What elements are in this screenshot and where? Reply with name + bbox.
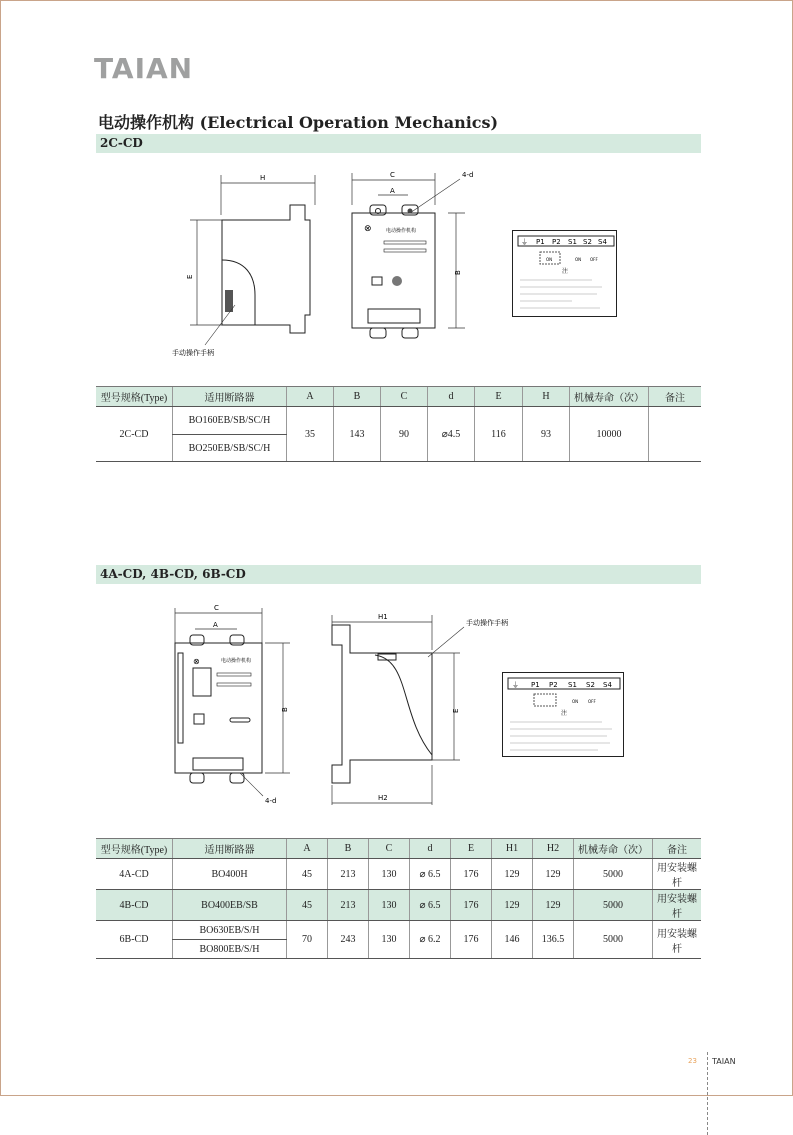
wiring-term-4: S2 — [583, 238, 592, 246]
col-a: A — [287, 839, 328, 859]
cell-h: 93 — [523, 407, 570, 462]
cell-note: 用安装螺杆 — [653, 921, 702, 959]
cell-life: 5000 — [574, 921, 653, 959]
cell-b: 243 — [328, 921, 369, 959]
svg-text:⏚: ⏚ — [521, 238, 528, 246]
col-d: d — [410, 839, 451, 859]
col-c: C — [369, 839, 410, 859]
section-header-4a-cd — [96, 565, 701, 584]
cell-d: ⌀ 6.2 — [410, 921, 451, 959]
wiring-on-2: ON — [575, 257, 582, 262]
svg-text:⊗: ⊗ — [364, 224, 372, 234]
cell-note — [649, 407, 702, 462]
col-h1: H1 — [492, 839, 533, 859]
col-note: 备注 — [653, 839, 702, 859]
wiring-diagram-4a — [502, 672, 625, 758]
dim-e-label: E — [186, 274, 194, 279]
dim-c-label: C — [390, 171, 395, 179]
front-view-drawing-4a — [165, 598, 300, 808]
dim-h2-label: H2 — [378, 794, 388, 802]
wiring-off: OFF — [590, 257, 598, 262]
cell-a: 45 — [287, 859, 328, 890]
spec-table-4a — [96, 838, 701, 959]
dim-e-label: E — [452, 708, 460, 713]
wiring-term-3: S1 — [568, 238, 577, 246]
cell-h1: 129 — [492, 859, 533, 890]
spec-table-2c — [96, 386, 701, 462]
cell-life: 10000 — [570, 407, 649, 462]
col-h: H — [523, 387, 570, 407]
cell-breaker: BO400EB/SB — [173, 890, 287, 921]
cell-type: 4A-CD — [96, 859, 173, 890]
cell-type: 4B-CD — [96, 890, 173, 921]
cell-a: 70 — [287, 921, 328, 959]
cell-breaker: BO160EB/SB/SC/H — [173, 407, 287, 435]
cell-h2: 129 — [533, 890, 574, 921]
cell-breaker: BO800EB/S/H — [173, 940, 287, 959]
page-border-left — [0, 0, 1, 1095]
cell-d: ⌀ 6.5 — [410, 859, 451, 890]
side-view-drawing-2c — [160, 165, 360, 365]
dim-4d-label: 4-d — [462, 171, 474, 179]
panel-label: 电动操作机构 — [221, 658, 252, 664]
col-note: 备注 — [649, 387, 702, 407]
dim-b-label: B — [281, 707, 289, 712]
cell-d: ⌀4.5 — [428, 407, 475, 462]
svg-text:⊗: ⊗ — [193, 657, 200, 666]
cell-note: 用安装螺杆 — [653, 859, 702, 890]
dim-h-label: H — [260, 174, 266, 182]
page-number: 23 — [688, 1057, 697, 1065]
cell-life: 5000 — [574, 859, 653, 890]
cell-type: 2C-CD — [96, 407, 173, 462]
wiring-term-1: P1 — [536, 238, 545, 246]
col-h2: H2 — [533, 839, 574, 859]
handle-label: 手动操作手柄 — [466, 619, 508, 627]
wiring-term-5: S4 — [598, 238, 607, 246]
svg-text:⏚: ⏚ — [512, 681, 519, 689]
manual-handle — [225, 290, 233, 312]
cell-note: 用安装螺杆 — [653, 890, 702, 921]
wiring-on: ON — [546, 257, 553, 262]
cell-breaker: BO630EB/S/H — [173, 921, 287, 940]
wiring-diagram-2c — [512, 230, 618, 320]
section-heading: 4A-CD, 4B-CD, 6B-CD — [100, 567, 246, 581]
col-d: d — [428, 387, 475, 407]
wiring-off: OFF — [588, 699, 596, 704]
col-type: 型号规格(Type) — [96, 839, 173, 859]
col-c: C — [381, 387, 428, 407]
page-border-bottom — [0, 1095, 793, 1096]
wiring-note: 注 — [562, 268, 569, 275]
cell-d: ⌀ 6.5 — [410, 890, 451, 921]
cell-breaker: BO250EB/SB/SC/H — [173, 435, 287, 462]
brand-logo: TAIAN — [94, 52, 194, 85]
wiring-term-4: S2 — [586, 681, 595, 689]
col-life: 机械寿命（次） — [574, 839, 653, 859]
dim-4d-label: 4-d — [265, 797, 277, 805]
cell-c: 130 — [369, 859, 410, 890]
col-b: B — [328, 839, 369, 859]
side-view-drawing-4a — [320, 605, 520, 815]
dim-c-label: C — [214, 604, 219, 612]
wiring-term-2: P2 — [552, 238, 561, 246]
cell-a: 35 — [287, 407, 334, 462]
cell-b: 143 — [334, 407, 381, 462]
wiring-term-3: S1 — [568, 681, 577, 689]
front-view-drawing-2c — [340, 165, 490, 350]
col-b: B — [334, 387, 381, 407]
page-border-top — [0, 0, 793, 1]
cell-c: 130 — [369, 921, 410, 959]
cell-breaker: BO400H — [173, 859, 287, 890]
section-header-2c-cd — [96, 134, 701, 153]
col-a: A — [287, 387, 334, 407]
wiring-term-2: P2 — [549, 681, 558, 689]
wiring-note: 注 — [561, 710, 568, 717]
table-row — [96, 921, 701, 940]
cell-life: 5000 — [574, 890, 653, 921]
col-life: 机械寿命（次） — [570, 387, 649, 407]
cell-type: 6B-CD — [96, 921, 173, 959]
dim-a-label: A — [390, 187, 395, 195]
footer-brand: TAIAN — [712, 1057, 736, 1066]
col-type: 型号规格(Type) — [96, 387, 173, 407]
wiring-term-5: S4 — [603, 681, 612, 689]
wiring-on: ON — [572, 699, 579, 704]
cell-e: 176 — [451, 890, 492, 921]
dim-a-label: A — [213, 621, 218, 629]
col-e: E — [451, 839, 492, 859]
cell-b: 213 — [328, 890, 369, 921]
table-row — [96, 890, 701, 921]
cell-h1: 146 — [492, 921, 533, 959]
cell-c: 90 — [381, 407, 428, 462]
col-breaker: 适用断路器 — [173, 387, 287, 407]
footer-divider — [707, 1052, 708, 1135]
cell-h1: 129 — [492, 890, 533, 921]
wiring-term-1: P1 — [531, 681, 540, 689]
col-breaker: 适用断路器 — [173, 839, 287, 859]
col-e: E — [475, 387, 523, 407]
cell-h2: 136.5 — [533, 921, 574, 959]
page-title: 电动操作机构 (Electrical Operation Mechanics) — [98, 113, 499, 132]
dim-h1-label: H1 — [378, 613, 388, 621]
cell-a: 45 — [287, 890, 328, 921]
cell-e: 176 — [451, 859, 492, 890]
dim-b-label: B — [454, 270, 462, 275]
handle-label: 手动操作手柄 — [172, 349, 214, 357]
panel-label: 电动操作机构 — [386, 228, 417, 234]
cell-e: 116 — [475, 407, 523, 462]
section-heading: 2C-CD — [100, 136, 143, 150]
table-row — [96, 859, 701, 890]
cell-b: 213 — [328, 859, 369, 890]
cell-e: 176 — [451, 921, 492, 959]
cell-h2: 129 — [533, 859, 574, 890]
cell-c: 130 — [369, 890, 410, 921]
